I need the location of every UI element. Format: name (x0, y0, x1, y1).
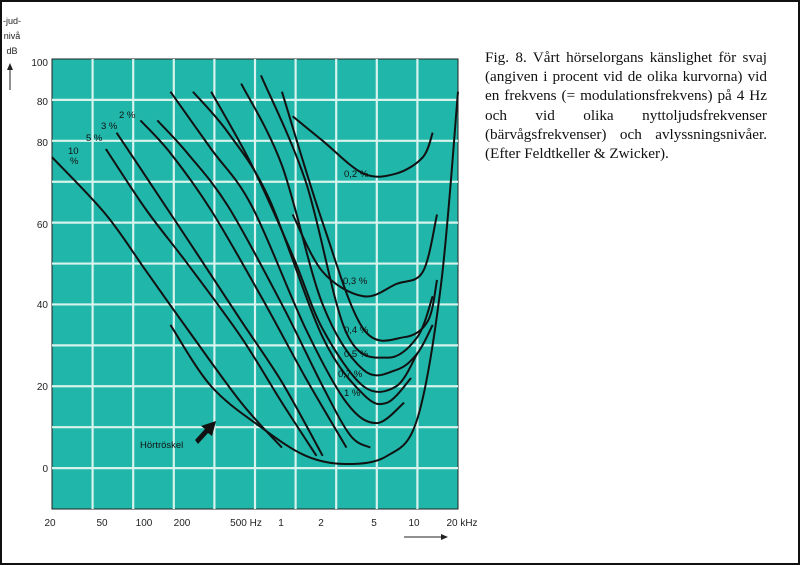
y-axis-label: -jud- (2, 16, 22, 26)
curve-label: 0,3 % (343, 276, 368, 287)
x-tick-label: 20 kHz (446, 518, 478, 529)
y-tick-label: 100 (31, 58, 48, 69)
curve-label: % (70, 156, 79, 167)
y-tick-label: 60 (36, 220, 48, 231)
curve-label: 0,7 % (338, 369, 363, 380)
threshold-label: Hörtröskel (140, 440, 184, 451)
x-tick-label: 1 (278, 518, 284, 529)
y-tick-label: 40 (36, 300, 48, 311)
y-tick-label: 20 (36, 382, 48, 393)
x-tick-label: 2 (318, 518, 324, 529)
curve-label: 5 % (86, 133, 103, 144)
x-tick-label: 20 (44, 518, 56, 529)
y-tick-label: 80 (36, 97, 48, 108)
figure-caption: Fig. 8. Vårt hörselorgans känslighet för svaj (angiven i procent vid de olika kurvorna) vid en frekvens (= modulationsfrekvens) på 4 Hz och vid olika nyttoljudsfrekvenser (bärvågsfrekvenser) och avlyssningsnivåer. (Efter Feldtkeller & Zwicker). (485, 49, 767, 163)
curve-label: 1 % (344, 388, 361, 399)
curve-label: 2 % (119, 110, 136, 121)
y-axis-label: nivå (3, 31, 21, 41)
x-tick-label: 500 Hz (230, 518, 262, 529)
x-tick-label: 50 (96, 518, 108, 529)
x-tick-label: 200 (173, 518, 191, 529)
y-axis-label: dB (6, 46, 18, 56)
x-tick-label: 5 (371, 518, 377, 529)
curve-label: 3 % (101, 121, 118, 132)
curve-label: 0,5 % (344, 349, 369, 360)
y-axis-arrowhead-icon (7, 63, 13, 70)
curve-label: 0,4 % (344, 325, 369, 336)
y-tick-label: 80 (36, 138, 48, 149)
x-tick-label: 10 (408, 518, 420, 529)
y-tick-label: 0 (42, 464, 48, 475)
curve-label: 10 (68, 146, 79, 157)
x-tick-label: 100 (135, 518, 153, 529)
sensitivity-chart (2, 2, 478, 563)
curve-label: 0,2 % (344, 169, 369, 180)
x-axis-arrowhead-icon (441, 534, 448, 540)
